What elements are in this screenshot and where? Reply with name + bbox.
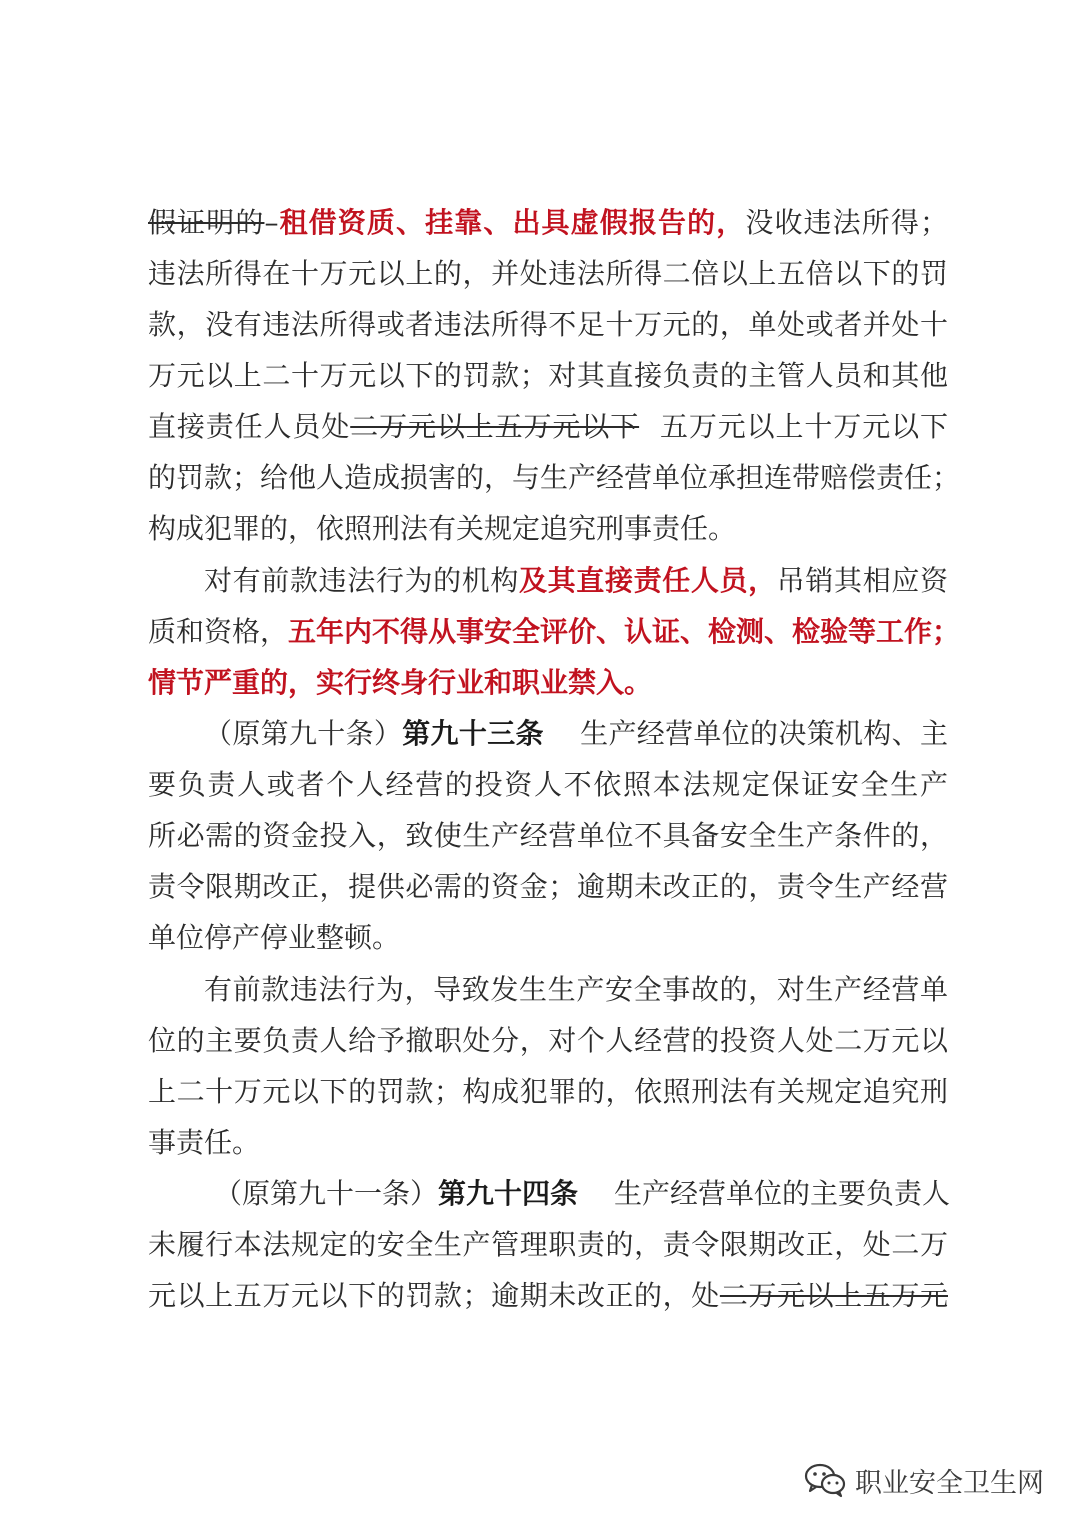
- body-text: 五万元以上十万元以下: [659, 410, 948, 443]
- added-text: 五年内不得从事安全评价、认证、检测、检验等工作；: [288, 615, 961, 648]
- article-number: 第九十四条: [438, 1177, 579, 1210]
- text-line: 位的主要负责人给予撤职处分，对个人经营的投资人处二万元以: [148, 1024, 948, 1057]
- text-line: 责令限期改正，提供必需的资金；逾期未改正的，责令生产经营: [148, 870, 948, 903]
- text-line: 构成犯罪的，依照刑法有关规定追究刑事责任。: [148, 512, 737, 545]
- text-line: [148, 1270, 948, 1322]
- original-article-ref: （原第九十一条）: [214, 1177, 439, 1210]
- text-line: [204, 708, 948, 760]
- original-article-ref: （原第九十条）: [204, 717, 403, 750]
- body-text: 生产经营单位的主要负责人: [614, 1177, 951, 1210]
- added-text: 租借资质、挂靠、出具虚假报告的，: [278, 206, 746, 239]
- text-line: [148, 401, 948, 453]
- body-text: 生产经营单位的决策机构、主: [579, 717, 948, 750]
- text-line: [148, 197, 948, 249]
- text-line: [204, 555, 948, 607]
- text-line: [214, 1168, 951, 1220]
- body-text: 吊销其相应资: [776, 564, 948, 597]
- added-text: 及其直接责任人员，: [519, 564, 777, 597]
- struck-text: 二万元以上五万元以下: [350, 410, 640, 443]
- struck-text: 假证明的: [148, 206, 265, 239]
- body-text: 没收违法所得；: [745, 206, 948, 239]
- text-line: 单位停产停业整顿。: [148, 921, 401, 954]
- watermark: [803, 1460, 1044, 1500]
- article-number: 第九十三条: [402, 717, 544, 750]
- body-text: 元以上五万元以下的罚款；逾期未改正的，处: [148, 1279, 720, 1312]
- text-line: 所必需的资金投入，致使生产经营单位不具备安全生产条件的，: [148, 819, 948, 852]
- dash: –: [264, 206, 279, 239]
- text-line: 情节严重的，实行终身行业和职业禁入。: [148, 666, 653, 699]
- text-line: 事责任。: [148, 1126, 261, 1159]
- body-text: 质和资格，: [148, 615, 289, 648]
- text-line: 有前款违法行为，导致发生生产安全事故的，对生产经营单: [204, 973, 948, 1006]
- text-line: 未履行本法规定的安全生产管理职责的，责令限期改正，处二万: [148, 1228, 948, 1261]
- text-line: 违法所得在十万元以上的，并处违法所得二倍以上五倍以下的罚: [148, 257, 948, 290]
- text-line: 款，没有违法所得或者违法所得不足十万元的，单处或者并处十: [148, 308, 948, 341]
- watermark-text: 职业安全卫生网: [855, 1467, 1044, 1499]
- text-line: 的罚款；给他人造成损害的，与生产经营单位承担连带赔偿责任；: [148, 461, 961, 494]
- wechat-icon: [803, 1462, 847, 1498]
- struck-text: 二万元以上五万元: [719, 1279, 948, 1312]
- body-text: 直接责任人员处: [148, 410, 351, 443]
- text-line: [148, 606, 961, 658]
- text-line: 要负责人或者个人经营的投资人不依照本法规定保证安全生产: [148, 768, 948, 801]
- text-line: 万元以上二十万元以下的罚款；对其直接负责的主管人员和其他: [148, 359, 948, 392]
- body-text: 对有前款违法行为的机构: [204, 564, 520, 597]
- text-line: 上二十万元以下的罚款；构成犯罪的，依照刑法有关规定追究刑: [148, 1075, 948, 1108]
